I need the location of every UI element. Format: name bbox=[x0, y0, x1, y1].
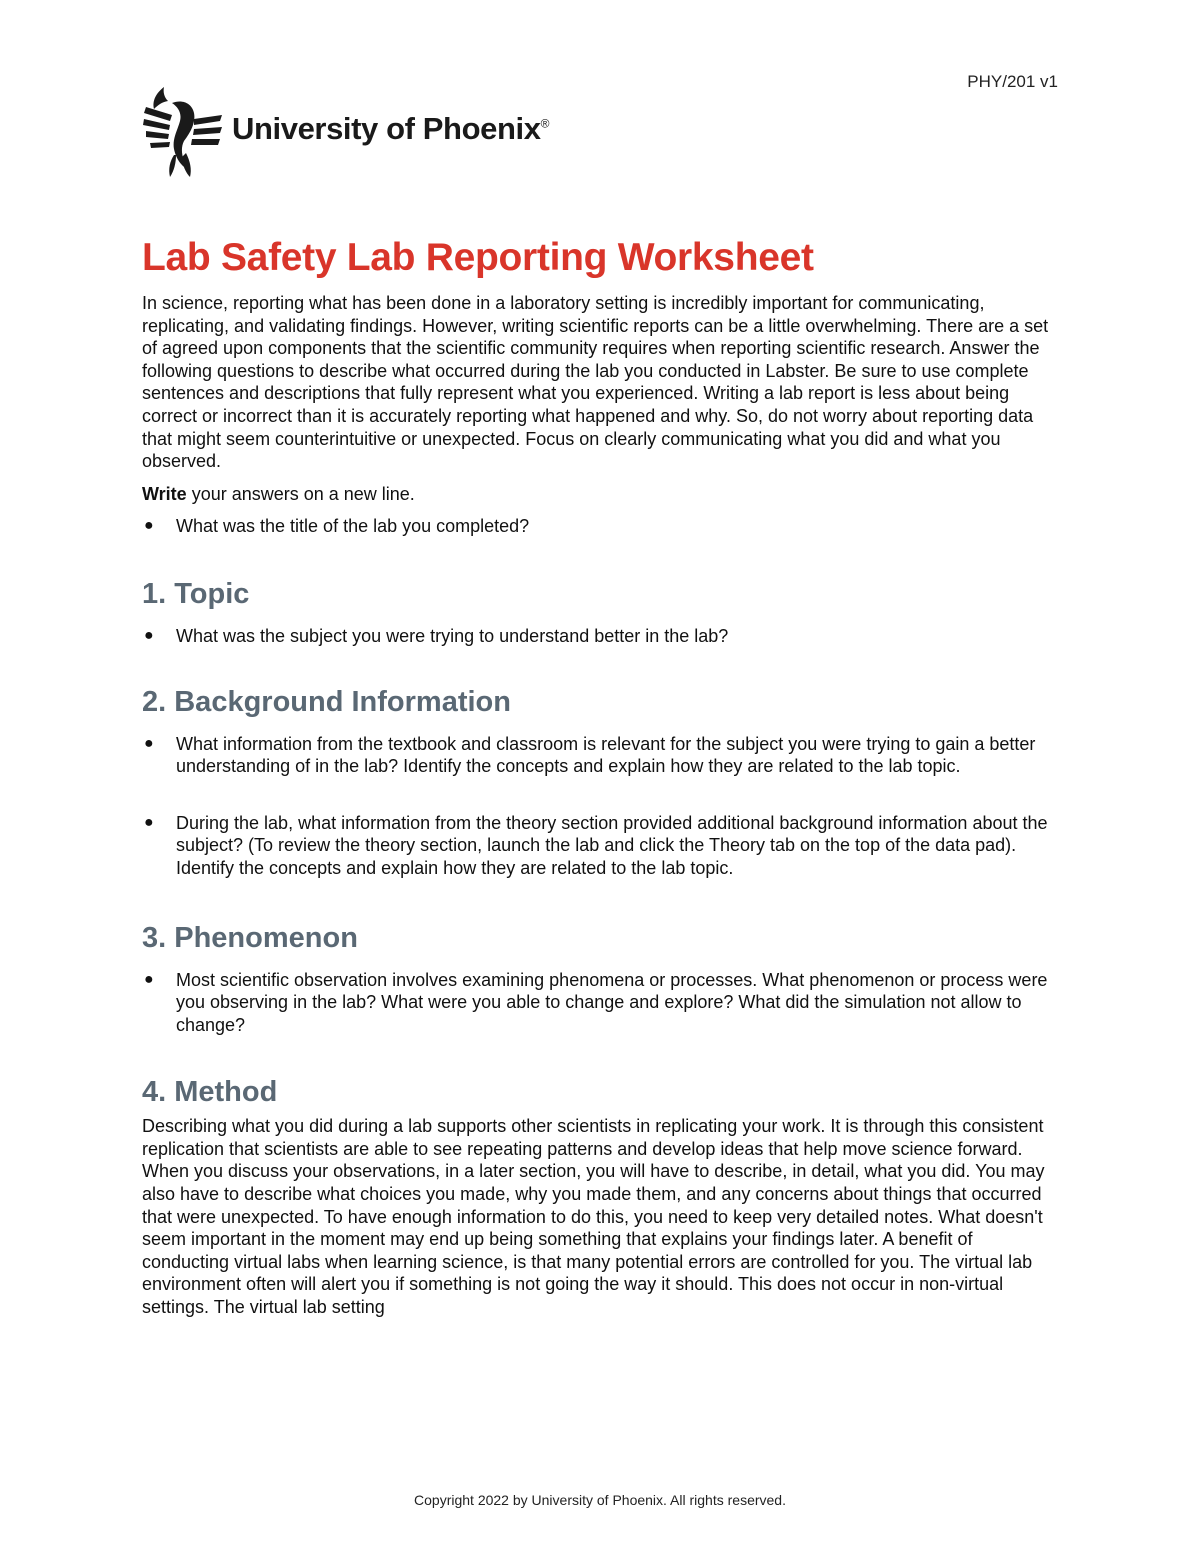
section-heading-topic: 1. Topic bbox=[142, 577, 250, 610]
background-question-list bbox=[142, 733, 1062, 880]
section-heading-method: 4. Method bbox=[142, 1076, 278, 1109]
bullet-icon: ● bbox=[144, 734, 154, 752]
logo-wordmark: University of Phoenix® bbox=[232, 111, 550, 146]
bullet-icon: ● bbox=[144, 626, 154, 644]
phenomenon-question-list bbox=[142, 969, 1062, 1037]
title-question-list bbox=[142, 515, 1062, 538]
page-title: Lab Safety Lab Reporting Worksheet bbox=[142, 236, 814, 279]
copyright-footer: Copyright 2022 by University of Phoenix. All rights reserved. bbox=[414, 1492, 786, 1508]
method-paragraph: Describing what you did during a lab supports other scientists in replicating your work. It is through this consistent replication that scientists are able to see repeating patterns and develop ideas that help move science forward. When you discuss your observations, in a later section, you will have to describe, in detail, what you did. You may also have to describe what choices you made, why you made them, and any concerns about things that occurred that were unexpected. To have enough information to do this, you need to keep very detailed notes. What doesn't seem important in the moment may end up being something that explains your findings later. A benefit of conducting virtual labs when learning science, is that many potential errors are controlled for you. The virtual lab environment often will alert you if something is not going the way it should. This does not occur in non-virtual settings. The virtual lab setting bbox=[142, 1116, 1045, 1318]
bullet-icon: ● bbox=[144, 813, 154, 831]
section-heading-background: 2. Background Information bbox=[142, 685, 511, 718]
topic-question-list bbox=[142, 625, 1062, 648]
course-code: PHY/201 v1 bbox=[967, 72, 1058, 91]
instruction-line: Write your answers on a new line. bbox=[142, 483, 415, 504]
university-logo bbox=[142, 84, 549, 180]
list-item: ● What information from the textbook and classroom is relevant for the subject you were trying to gain a better understanding of in the lab? Identify the concepts and explain how they are related to the lab topic. bbox=[144, 733, 1036, 777]
intro-paragraph: In science, reporting what has been done in a laboratory setting is incredibly important for communicating, replicating, and validating findings. However, writing scientific reports can be a little overwhelming. There are a set of agreed upon components that the scientific community requires when reporting scientific research. Answer the following questions to describe what occurred during the lab you conducted in Labster. Be sure to use complete sentences and descriptions that fully represent what you experienced. Writing a lab report is less about being correct or incorrect than it is accurately reporting what happened and why. So, do not worry about reporting data that might seem counterintuitive or unexpected. Focus on clearly communicating what you did and what you observed. bbox=[142, 293, 1049, 472]
list-item: ● What was the title of the lab you completed? bbox=[144, 516, 530, 537]
section-heading-phenomenon: 3. Phenomenon bbox=[142, 921, 358, 954]
bullet-icon: ● bbox=[144, 970, 154, 988]
bullet-icon: ● bbox=[144, 517, 154, 535]
list-item: ● What was the subject you were trying to understand better in the lab? bbox=[144, 625, 729, 646]
list-item: ● During the lab, what information from the theory section provided additional background information about the subject? (To review the theory section, launch the lab and click the Theory tab on the top of the data pad). Identify the concepts and explain how they are related to the lab topic. bbox=[144, 812, 1048, 878]
list-item: ● Most scientific observation involves examining phenomena or processes. What phenomenon or process were you observing in the lab? What were you able to change and explore? What did the simulation not allow to change? bbox=[144, 969, 1048, 1035]
phoenix-bird-icon bbox=[142, 85, 224, 179]
document-body bbox=[142, 236, 1062, 1319]
